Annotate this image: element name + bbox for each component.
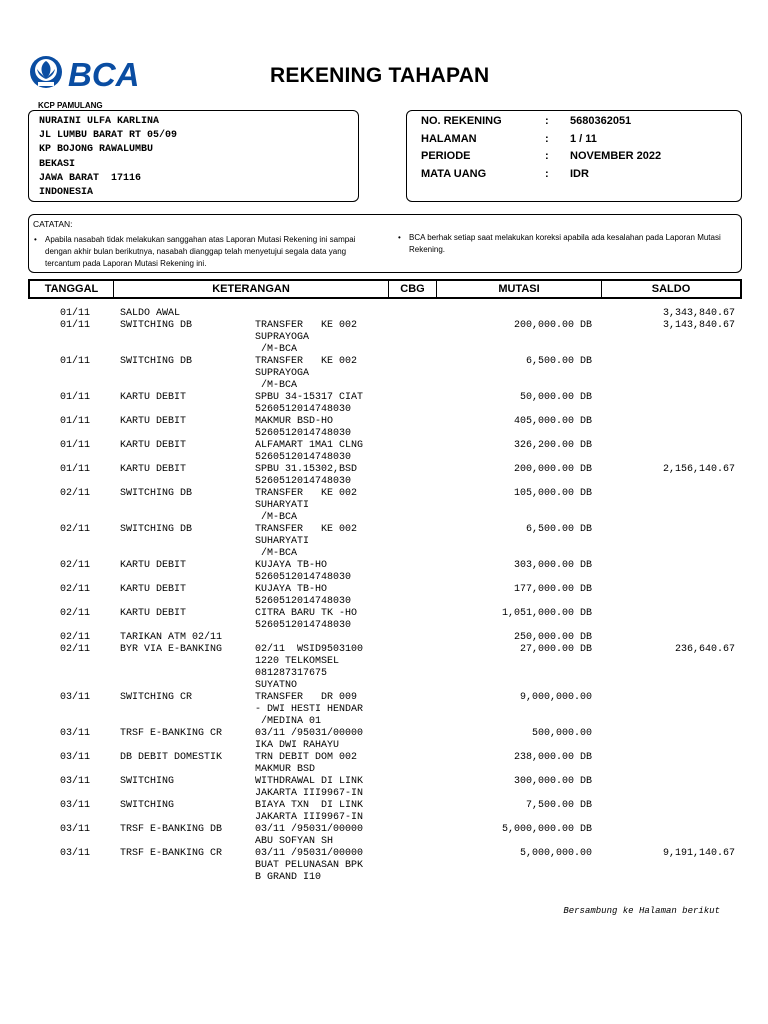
customer-name: NURAINI ULFA KARLINA xyxy=(39,116,160,127)
transaction-detail: /M-BCA xyxy=(255,380,298,391)
transaction-detail: /MEDINA 01 xyxy=(255,716,322,727)
transaction-description: KARTU DEBIT xyxy=(120,560,187,571)
column-header-date: TANGGAL xyxy=(30,281,114,297)
transaction-amount: 500,000.00 xyxy=(531,728,592,739)
transaction-amount: 405,000.00 DB xyxy=(513,416,592,427)
transaction-detail: TRANSFER KE 002 xyxy=(255,488,358,499)
transaction-detail: 5260512014748030 xyxy=(255,428,352,439)
transaction-detail: TRANSFER DR 009 xyxy=(255,692,358,703)
bca-wordmark: BCA xyxy=(68,56,140,91)
transaction-description: TRSF E-BANKING CR xyxy=(120,728,223,739)
transaction-date: 02/11 xyxy=(60,644,91,655)
transaction-detail: JAKARTA III9967-IN xyxy=(255,812,364,823)
transaction-detail: ABU SOFYAN SH xyxy=(255,836,334,847)
transaction-detail: 5260512014748030 xyxy=(255,476,352,487)
transaction-detail: 5260512014748030 xyxy=(255,572,352,583)
transaction-description: KARTU DEBIT xyxy=(120,416,187,427)
transaction-detail: SPBU 34-15317 CIAT xyxy=(255,392,364,403)
transaction-date: 03/11 xyxy=(60,824,91,835)
customer-address-box xyxy=(28,110,359,202)
table-header xyxy=(28,279,742,299)
transaction-description: SWITCHING CR xyxy=(120,692,193,703)
transaction-date: 02/11 xyxy=(60,632,91,643)
transaction-description: SWITCHING DB xyxy=(120,488,193,499)
transaction-amount: 200,000.00 DB xyxy=(513,320,592,331)
transaction-detail: JAKARTA III9967-IN xyxy=(255,788,364,799)
transaction-detail: 5260512014748030 xyxy=(255,452,352,463)
address-line: JL LUMBU BARAT RT 05/09 xyxy=(39,130,178,142)
transaction-detail: TRN DEBIT DOM 002 xyxy=(255,752,358,763)
bullet: • xyxy=(34,235,37,244)
transaction-amount: 5,000,000.00 xyxy=(519,848,592,859)
transaction-date: 03/11 xyxy=(60,728,91,739)
transaction-detail: KUJAYA TB-HO xyxy=(255,584,328,595)
transaction-description: TARIKAN ATM 02/11 xyxy=(120,632,223,643)
account-info-box xyxy=(406,110,742,202)
transaction-detail: SPBU 31.15302,BSD xyxy=(255,464,358,475)
address-line: BEKASI xyxy=(39,158,76,170)
transaction-description: TRSF E-BANKING DB xyxy=(120,824,223,835)
column-header-branch: CBG xyxy=(389,281,437,297)
field-label: NO. REKENING xyxy=(421,115,502,127)
column-header-mutation: MUTASI xyxy=(437,281,602,297)
field-separator: : xyxy=(545,133,549,145)
document-title: REKENING TAHAPAN xyxy=(270,64,490,87)
transaction-date: 01/11 xyxy=(60,440,91,451)
transaction-date: 01/11 xyxy=(60,356,91,367)
transaction-date: 01/11 xyxy=(60,392,91,403)
transaction-amount: 6,500.00 DB xyxy=(525,356,592,367)
transaction-amount: 177,000.00 DB xyxy=(513,584,592,595)
balance-amount: 3,343,840.67 xyxy=(662,308,735,319)
transaction-description: SWITCHING DB xyxy=(120,524,193,535)
transaction-detail: 5260512014748030 xyxy=(255,596,352,607)
page-number: 1 / 11 xyxy=(570,133,597,145)
transaction-description: SALDO AWAL xyxy=(120,308,181,319)
transaction-date: 02/11 xyxy=(60,584,91,595)
transaction-detail: /M-BCA xyxy=(255,548,298,559)
bca-logo xyxy=(28,55,148,91)
transaction-amount: 200,000.00 DB xyxy=(513,464,592,475)
transaction-detail: 03/11 /95031/00000 xyxy=(255,728,364,739)
transaction-date: 01/11 xyxy=(60,416,91,427)
transaction-description: SWITCHING DB xyxy=(120,356,193,367)
transaction-detail: 5260512014748030 xyxy=(255,620,352,631)
transaction-description: SWITCHING DB xyxy=(120,320,193,331)
transaction-detail: CITRA BARU TK -HO xyxy=(255,608,358,619)
transaction-amount: 6,500.00 DB xyxy=(525,524,592,535)
transaction-amount: 105,000.00 DB xyxy=(513,488,592,499)
transaction-date: 03/11 xyxy=(60,776,91,787)
transaction-amount: 7,500.00 DB xyxy=(525,800,592,811)
field-separator: : xyxy=(545,168,549,180)
transaction-detail: IKA DWI RAHAYU xyxy=(255,740,340,751)
field-label: PERIODE xyxy=(421,150,471,162)
balance-amount: 236,640.67 xyxy=(674,644,735,655)
address-line: INDONESIA xyxy=(39,187,94,199)
transaction-description: TRSF E-BANKING CR xyxy=(120,848,223,859)
currency-value: IDR xyxy=(570,168,589,180)
column-header-description: KETERANGAN xyxy=(114,281,389,297)
transaction-amount: 5,000,000.00 DB xyxy=(501,824,592,835)
transaction-date: 01/11 xyxy=(60,320,91,331)
transaction-description: DB DEBIT DOMESTIK xyxy=(120,752,223,763)
transaction-date: 01/11 xyxy=(60,464,91,475)
transaction-detail: 03/11 /95031/00000 xyxy=(255,824,364,835)
transaction-detail: BUAT PELUNASAN BPK xyxy=(255,860,364,871)
branch-name: KCP PAMULANG xyxy=(38,101,103,110)
balance-amount: 3,143,840.67 xyxy=(662,320,735,331)
transaction-detail: - DWI HESTI HENDAR xyxy=(255,704,364,715)
notes-box xyxy=(28,214,742,273)
transaction-detail: BIAYA TXN DI LINK xyxy=(255,800,364,811)
transaction-detail: 5260512014748030 xyxy=(255,404,352,415)
transaction-date: 03/11 xyxy=(60,800,91,811)
transaction-amount: 238,000.00 DB xyxy=(513,752,592,763)
transaction-description: KARTU DEBIT xyxy=(120,608,187,619)
account-number: 5680362051 xyxy=(570,115,632,127)
transaction-description: SWITCHING xyxy=(120,776,175,787)
bullet: • xyxy=(398,233,401,242)
transaction-date: 01/11 xyxy=(60,308,91,319)
transaction-detail: SUHARYATI xyxy=(255,500,310,511)
balance-amount: 9,191,140.67 xyxy=(662,848,735,859)
transaction-detail: SUPRAYOGA xyxy=(255,368,310,379)
transaction-amount: 300,000.00 DB xyxy=(513,776,592,787)
transaction-amount: 326,200.00 DB xyxy=(513,440,592,451)
transaction-date: 03/11 xyxy=(60,848,91,859)
transaction-detail: WITHDRAWAL DI LINK xyxy=(255,776,364,787)
field-separator: : xyxy=(545,150,549,162)
transaction-detail: SUYATNO xyxy=(255,680,298,691)
transaction-detail: TRANSFER KE 002 xyxy=(255,320,358,331)
field-label: HALAMAN xyxy=(421,133,477,145)
transaction-date: 02/11 xyxy=(60,560,91,571)
transaction-detail: MAKMUR BSD-HO xyxy=(255,416,334,427)
note-right: • BCA berhak setiap saat melakukan koreksi apabila ada kesalahan pada Laporan Mutasi Rekening. xyxy=(398,233,721,254)
transaction-amount: 9,000,000.00 xyxy=(519,692,592,703)
transaction-amount: 50,000.00 DB xyxy=(519,392,592,403)
transaction-description: SWITCHING xyxy=(120,800,175,811)
transaction-detail: SUHARYATI xyxy=(255,536,310,547)
period-value: NOVEMBER 2022 xyxy=(570,150,662,162)
transaction-detail: 081287317675 xyxy=(255,668,328,679)
transaction-amount: 303,000.00 DB xyxy=(513,560,592,571)
note-left: • Apabila nasabah tidak melakukan sanggahan atas Laporan Mutasi Rekening ini sampai dengan akhir bulan berikutnya, nasabah dianggap telah menyetujui segala data yang tercantum pada Laporan Mutasi Rekening ini. xyxy=(34,235,356,268)
field-label: MATA UANG xyxy=(421,168,487,180)
transaction-date: 03/11 xyxy=(60,692,91,703)
transaction-detail: 1220 TELKOMSEL xyxy=(255,656,340,667)
transaction-detail: B GRAND I10 xyxy=(255,872,322,883)
transaction-date: 02/11 xyxy=(60,488,91,499)
transaction-detail: KUJAYA TB-HO xyxy=(255,560,328,571)
transaction-detail: /M-BCA xyxy=(255,512,298,523)
transaction-description: KARTU DEBIT xyxy=(120,440,187,451)
transaction-detail: TRANSFER KE 002 xyxy=(255,356,358,367)
transaction-description: KARTU DEBIT xyxy=(120,584,187,595)
transaction-detail: /M-BCA xyxy=(255,344,298,355)
transaction-date: 02/11 xyxy=(60,608,91,619)
transaction-detail: 03/11 /95031/00000 xyxy=(255,848,364,859)
balance-amount: 2,156,140.67 xyxy=(662,464,735,475)
transaction-detail: TRANSFER KE 002 xyxy=(255,524,358,535)
transaction-detail: MAKMUR BSD xyxy=(255,764,316,775)
address-line: KP BOJONG RAWALUMBU xyxy=(39,144,154,156)
transaction-detail: 02/11 WSID9503100 xyxy=(255,644,364,655)
transaction-description: KARTU DEBIT xyxy=(120,464,187,475)
field-separator: : xyxy=(545,115,549,127)
continuation-note: Bersambung ke Halaman berikut xyxy=(563,906,720,916)
notes-header: CATATAN: xyxy=(33,219,73,229)
transaction-detail: SUPRAYOGA xyxy=(255,332,310,343)
transaction-description: KARTU DEBIT xyxy=(120,392,187,403)
transaction-description: BYR VIA E-BANKING xyxy=(120,644,223,655)
transaction-date: 03/11 xyxy=(60,752,91,763)
transaction-amount: 27,000.00 DB xyxy=(519,644,592,655)
transaction-amount: 250,000.00 DB xyxy=(513,632,592,643)
address-line: JAWA BARAT 17116 xyxy=(39,172,142,184)
column-header-balance: SALDO xyxy=(651,283,691,295)
transaction-detail: ALFAMART 1MA1 CLNG xyxy=(255,440,364,451)
transaction-date: 02/11 xyxy=(60,524,91,535)
transaction-amount: 1,051,000.00 DB xyxy=(501,608,592,619)
